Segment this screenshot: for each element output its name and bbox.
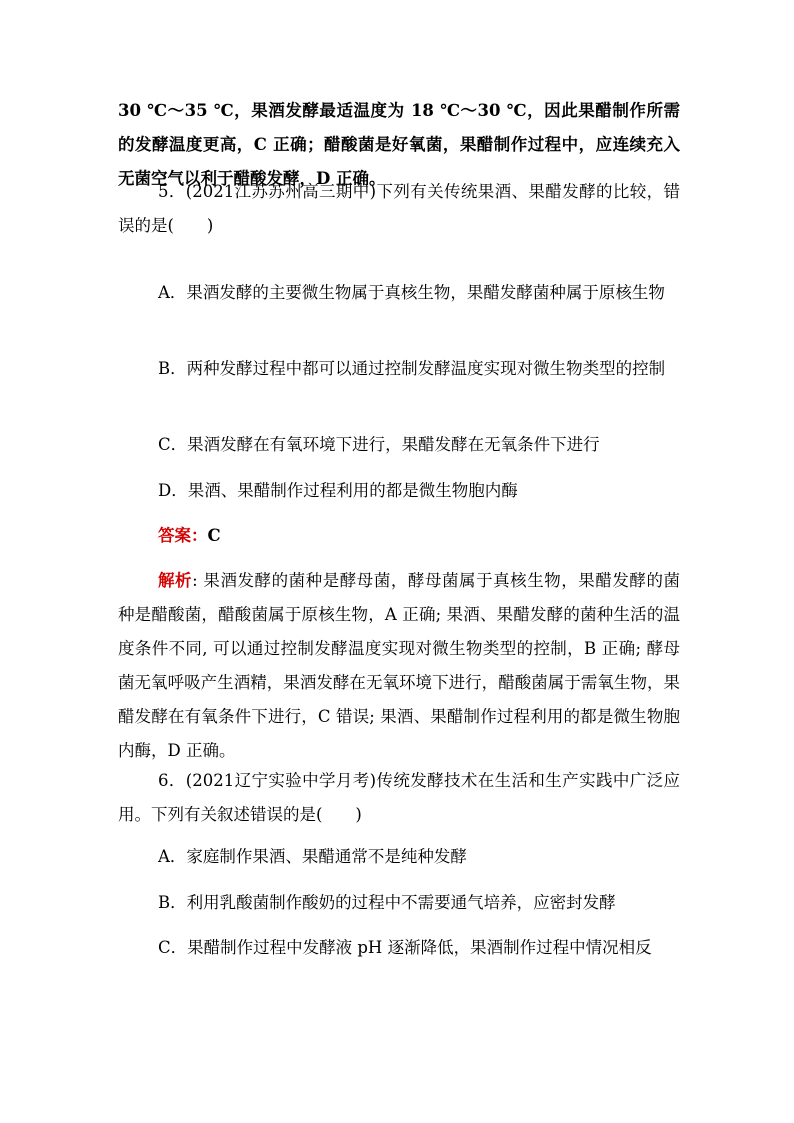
- answer-label: 答案：: [158, 526, 208, 545]
- question-5-analysis: [118, 564, 680, 768]
- question-5-stem: 5．(2021江苏苏州高三期中)下列有关传统果酒、果醋发酵的比较，错误的是( ): [118, 182, 680, 235]
- analysis-label: 解析: [158, 571, 193, 590]
- answer-value: C: [207, 526, 221, 545]
- question-5-option-b: B．两种发酵过程中都可以通过控制发酵温度实现对微生物类型的控制: [158, 359, 666, 378]
- question-5-option-a: A．果酒发酵的主要微生物属于真核生物，果醋发酵菌种属于原核生物: [158, 283, 665, 302]
- question-5-option-c: C．果酒发酵在有氧环境下进行，果醋发酵在无氧条件下进行: [158, 435, 600, 454]
- question-5-answer: [118, 519, 680, 553]
- question-6-option-a: A．家庭制作果酒、果醋通常不是纯种发酵: [158, 847, 467, 866]
- question-5-option-d: D．果酒、果醋制作过程利用的都是微生物胞内酶: [158, 481, 518, 500]
- question-6-stem: 6．(2021辽宁实验中学月考)传统发酵技术在生活和生产实践中广泛应用。下列有关叙述错误的是( ): [118, 771, 680, 824]
- question-6-option-c: C．果醋制作过程中发酵液 pH 逐渐降低，果酒制作过程中情况相反: [158, 938, 652, 957]
- question-6-option-b: B．利用乳酸菌制作酸奶的过程中不需要通气培养，应密封发酵: [158, 893, 616, 912]
- continued-analysis-paragraph: 30 ℃～35 ℃，果酒发酵最适温度为 18 ℃～30 ℃，因此果醋制作所需的发酵温度更高，C 正确；醋酸菌是好氧菌，果醋制作过程中，应连续充入无菌空气以利于醋酸发酵，D 正确。: [118, 101, 680, 188]
- analysis-text: : 果酒发酵的菌种是酵母菌，酵母菌属于真核生物，果醋发酵的菌种是醋酸菌，醋酸菌属于原核生物，A 正确; 果酒、果醋发酵的菌种生活的温度条件不同, 可以通过控制发酵温度实现对微生物类型的控制，B 正确; 酵母菌无氧呼吸产生酒精，果酒发酵在无氧环境下进行，醋酸菌属于需氧生物，果醋发酵在有氧条件下进行，C 错误; 果酒、果醋制作过程利用的都是微生物胞内酶，D 正确。: [118, 571, 681, 760]
